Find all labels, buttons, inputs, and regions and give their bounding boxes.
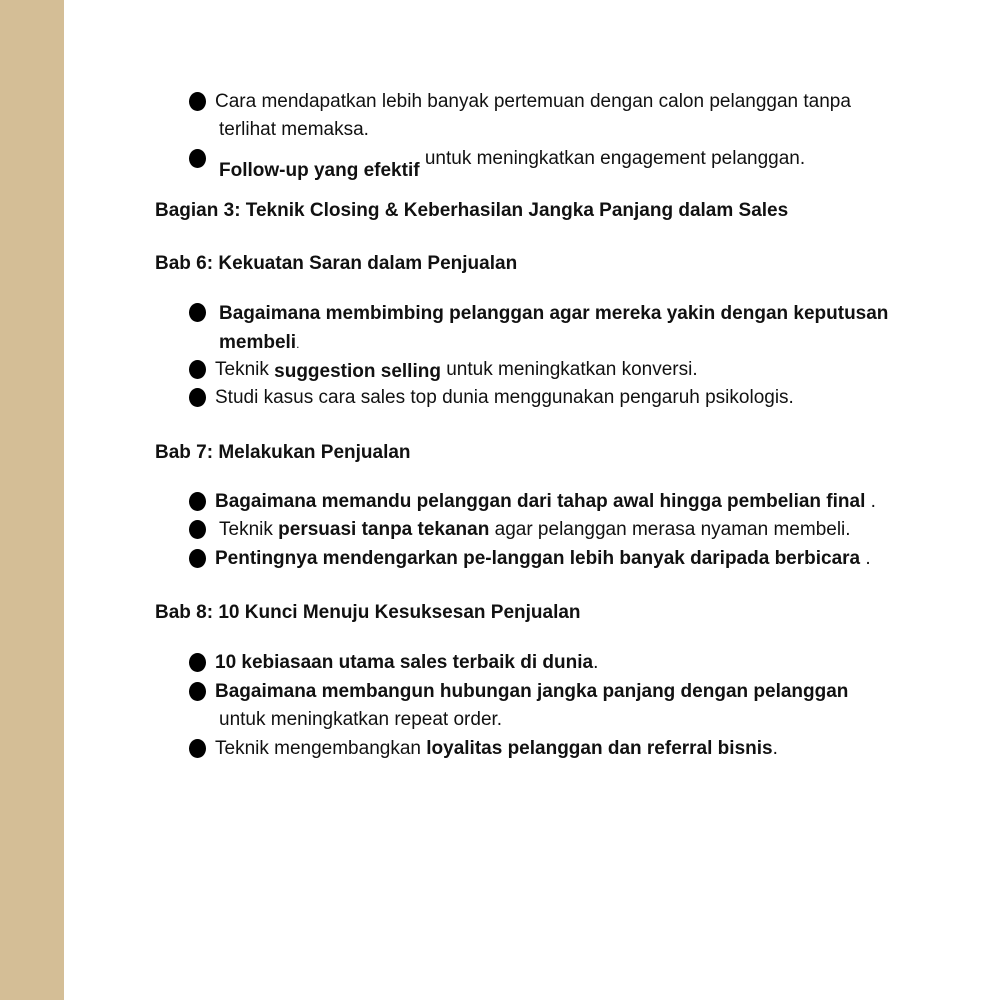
chapter-title: Bab 7: Melakukan Penjualan	[155, 442, 411, 463]
list-item-text	[215, 359, 698, 381]
list-item-text: Studi kasus cara sales top dunia menggunakan pengaruh psikologis.	[215, 387, 794, 408]
list-item-tail: .	[860, 548, 871, 569]
bold-phrase: Bagaimana membangun hubungan jangka panjang dengan pelanggan	[215, 681, 849, 702]
bullet-icon	[189, 549, 206, 568]
list-item-tail: .	[593, 652, 599, 673]
bold-phrase: Follow-up yang efektif	[219, 160, 420, 181]
list-item-text	[219, 303, 888, 325]
bullet-icon	[189, 739, 206, 758]
list-item-tail: .	[865, 491, 876, 512]
list-item-tail: .	[772, 738, 778, 759]
list-item-post: untuk meningkatkan konversi.	[446, 359, 698, 380]
chapter-title: Bab 8: 10 Kunci Menuju Kesuksesan Penjualan	[155, 602, 581, 623]
list-item-text-continued: terlihat memaksa.	[219, 119, 369, 140]
bullet-icon	[189, 388, 206, 407]
list-item-pre: Teknik mengembangkan	[215, 738, 421, 759]
list-item-text	[215, 548, 871, 570]
list-item-post: agar pelanggan merasa nyaman membeli.	[494, 519, 851, 540]
bullet-icon	[189, 303, 206, 322]
bullet-icon	[189, 92, 206, 111]
bold-phrase: 10 kebiasaan utama sales terbaik di dunia	[215, 652, 594, 673]
bullet-icon	[189, 360, 206, 379]
chapter-title: Bab 6: Kekuatan Saran dalam Penjualan	[155, 253, 518, 274]
list-item-text	[215, 652, 598, 674]
bullet-icon	[189, 520, 206, 539]
list-item-text	[215, 491, 876, 513]
bullet-icon	[189, 149, 206, 168]
bullet-icon	[189, 682, 206, 701]
list-item-tail: .	[296, 337, 300, 351]
list-item-tail: untuk meningkatkan engagement pelanggan.	[424, 148, 806, 169]
bold-phrase: persuasi tanpa tekanan	[278, 519, 490, 540]
list-item-text-continued	[219, 332, 299, 355]
bold-phrase: Bagaimana membimbing pelanggan agar mereka yakin dengan keputusan	[219, 303, 889, 324]
bold-phrase: loyalitas pelanggan dan referral bisnis	[426, 738, 773, 759]
list-item-pre: Teknik	[219, 519, 273, 540]
bullet-icon	[189, 653, 206, 672]
bullet-icon	[189, 492, 206, 511]
bold-phrase: suggestion selling	[274, 361, 441, 382]
list-item-text-continued: untuk meningkatkan repeat order.	[219, 709, 503, 730]
list-item-text	[215, 738, 778, 760]
bold-phrase: Bagaimana memandu pelanggan dari tahap awal hingga pembelian final	[215, 491, 866, 512]
list-item-text	[219, 519, 851, 541]
list-item-text	[215, 681, 848, 703]
list-item-pre: Teknik	[215, 359, 269, 380]
list-item-text	[219, 148, 806, 182]
bold-phrase: membeli	[219, 332, 297, 353]
list-item-text: Cara mendapatkan lebih banyak pertemuan dengan calon pelanggan tanpa	[215, 91, 851, 112]
part-title: Bagian 3: Teknik Closing & Keberhasilan Jangka Panjang dalam Sales	[155, 200, 789, 221]
bold-phrase: Pentingnya mendengarkan pe-langgan lebih banyak daripada berbicara	[215, 548, 861, 569]
